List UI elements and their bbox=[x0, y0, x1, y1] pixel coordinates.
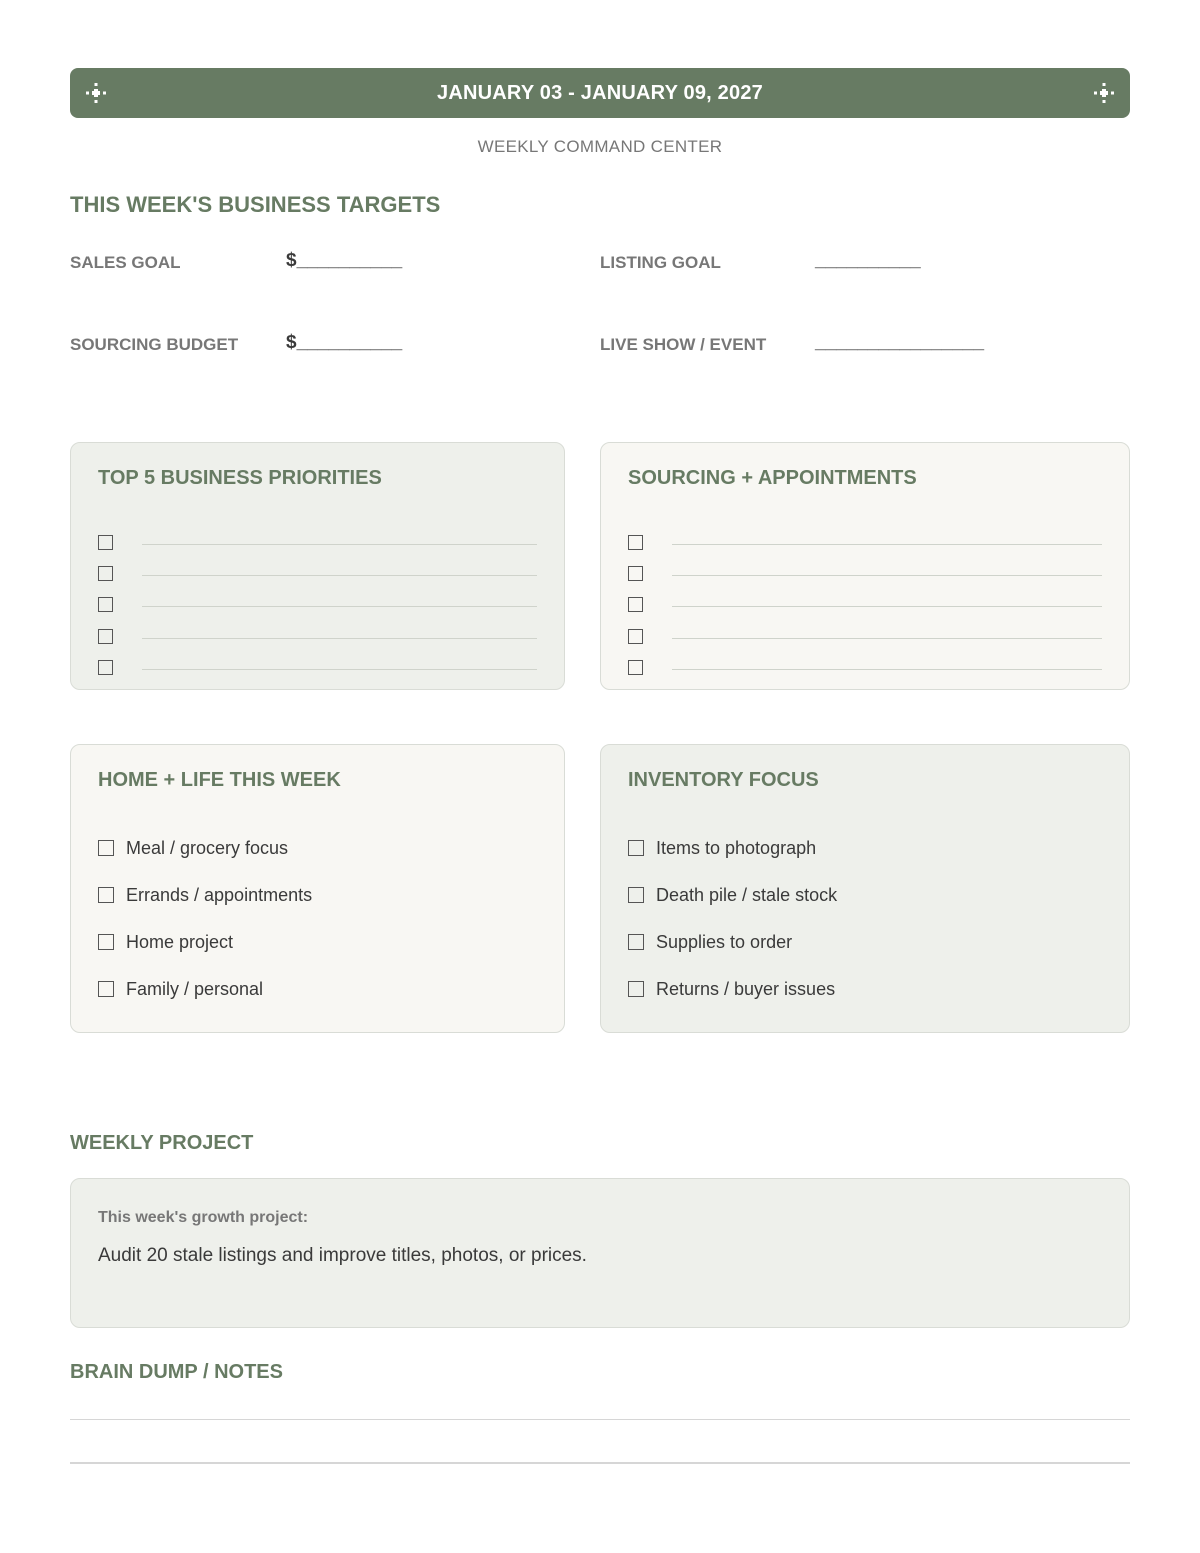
checkbox[interactable] bbox=[628, 981, 644, 997]
sparkle-icon bbox=[84, 81, 108, 105]
priority-row bbox=[98, 535, 537, 551]
item-label: Family / personal bbox=[126, 978, 264, 999]
write-line[interactable] bbox=[142, 544, 537, 545]
sales-goal-label: SALES GOAL bbox=[70, 253, 181, 272]
home-life-item bbox=[98, 931, 233, 953]
write-line[interactable] bbox=[142, 638, 537, 639]
sourcing-row bbox=[628, 566, 1102, 582]
weekly-project-card bbox=[70, 1178, 1130, 1328]
write-line[interactable] bbox=[672, 606, 1102, 607]
priority-row bbox=[98, 660, 537, 676]
checkbox[interactable] bbox=[628, 840, 644, 856]
checkbox[interactable] bbox=[628, 629, 643, 644]
inventory-item bbox=[628, 837, 816, 859]
sparkle-icon bbox=[1092, 81, 1116, 105]
item-label: Supplies to order bbox=[656, 931, 793, 952]
sourcing-card bbox=[600, 442, 1130, 690]
notes-heading: BRAIN DUMP / NOTES bbox=[70, 1361, 283, 1383]
inventory-item bbox=[628, 978, 835, 1000]
write-line[interactable] bbox=[142, 575, 537, 576]
checkbox[interactable] bbox=[628, 566, 643, 581]
checkbox[interactable] bbox=[628, 934, 644, 950]
home-life-item bbox=[98, 837, 288, 859]
sales-goal-field[interactable]: $__________ bbox=[286, 250, 403, 271]
inventory-card bbox=[600, 744, 1130, 1033]
checkbox[interactable] bbox=[98, 535, 113, 550]
live-show-field[interactable]: ________________ bbox=[815, 332, 985, 353]
sourcing-row bbox=[628, 597, 1102, 613]
inventory-item bbox=[628, 884, 837, 906]
listing-goal-label: LISTING GOAL bbox=[600, 253, 721, 272]
checkbox[interactable] bbox=[628, 887, 644, 903]
live-show-label: LIVE SHOW / EVENT bbox=[600, 335, 767, 354]
inventory-item bbox=[628, 931, 792, 953]
notes-line[interactable] bbox=[70, 1462, 1130, 1464]
priority-row bbox=[98, 566, 537, 582]
checkbox[interactable] bbox=[98, 981, 114, 997]
write-line[interactable] bbox=[672, 638, 1102, 639]
item-label: Items to photograph bbox=[656, 837, 817, 858]
weekly-project-heading: WEEKLY PROJECT bbox=[70, 1132, 254, 1154]
home-life-item bbox=[98, 884, 312, 906]
checkbox[interactable] bbox=[98, 660, 113, 675]
priorities-title: TOP 5 BUSINESS PRIORITIES bbox=[98, 467, 382, 489]
checkbox[interactable] bbox=[98, 887, 114, 903]
sourcing-row bbox=[628, 535, 1102, 551]
listing-goal-field[interactable]: __________ bbox=[815, 250, 921, 271]
notes-line[interactable] bbox=[70, 1419, 1130, 1420]
write-line[interactable] bbox=[142, 606, 537, 607]
write-line[interactable] bbox=[142, 669, 537, 670]
item-label: Errands / appointments bbox=[126, 884, 313, 905]
sourcing-row bbox=[628, 629, 1102, 645]
home-life-title: HOME + LIFE THIS WEEK bbox=[98, 769, 341, 791]
item-label: Meal / grocery focus bbox=[126, 837, 289, 858]
checkbox[interactable] bbox=[628, 597, 643, 612]
priority-row bbox=[98, 629, 537, 645]
item-label: Home project bbox=[126, 931, 234, 952]
write-line[interactable] bbox=[672, 669, 1102, 670]
checkbox[interactable] bbox=[98, 629, 113, 644]
targets-heading: THIS WEEK'S BUSINESS TARGETS bbox=[70, 192, 441, 217]
page-subtitle: WEEKLY COMMAND CENTER bbox=[477, 137, 723, 156]
checkbox[interactable] bbox=[628, 535, 643, 550]
home-life-item bbox=[98, 978, 263, 1000]
write-line[interactable] bbox=[672, 575, 1102, 576]
growth-project-label: This week's growth project: bbox=[98, 1209, 309, 1226]
growth-project-text[interactable]: Audit 20 stale listings and improve titles, photos, or prices. bbox=[98, 1245, 587, 1266]
sourcing-row bbox=[628, 660, 1102, 676]
checkbox[interactable] bbox=[98, 840, 114, 856]
write-line[interactable] bbox=[672, 544, 1102, 545]
item-label: Returns / buyer issues bbox=[656, 978, 836, 999]
date-range-banner bbox=[70, 68, 1130, 118]
checkbox[interactable] bbox=[98, 566, 113, 581]
inventory-title: INVENTORY FOCUS bbox=[628, 769, 819, 791]
checkbox[interactable] bbox=[628, 660, 643, 675]
checkbox[interactable] bbox=[98, 934, 114, 950]
priorities-card bbox=[70, 442, 565, 690]
item-label: Death pile / stale stock bbox=[656, 884, 838, 905]
home-life-card bbox=[70, 744, 565, 1033]
date-range-title: JANUARY 03 - JANUARY 09, 2027 bbox=[437, 81, 763, 104]
sourcing-title: SOURCING + APPOINTMENTS bbox=[628, 467, 917, 489]
sourcing-budget-field[interactable]: $__________ bbox=[286, 332, 403, 353]
sourcing-budget-label: SOURCING BUDGET bbox=[70, 335, 239, 354]
priority-row bbox=[98, 597, 537, 613]
checkbox[interactable] bbox=[98, 597, 113, 612]
